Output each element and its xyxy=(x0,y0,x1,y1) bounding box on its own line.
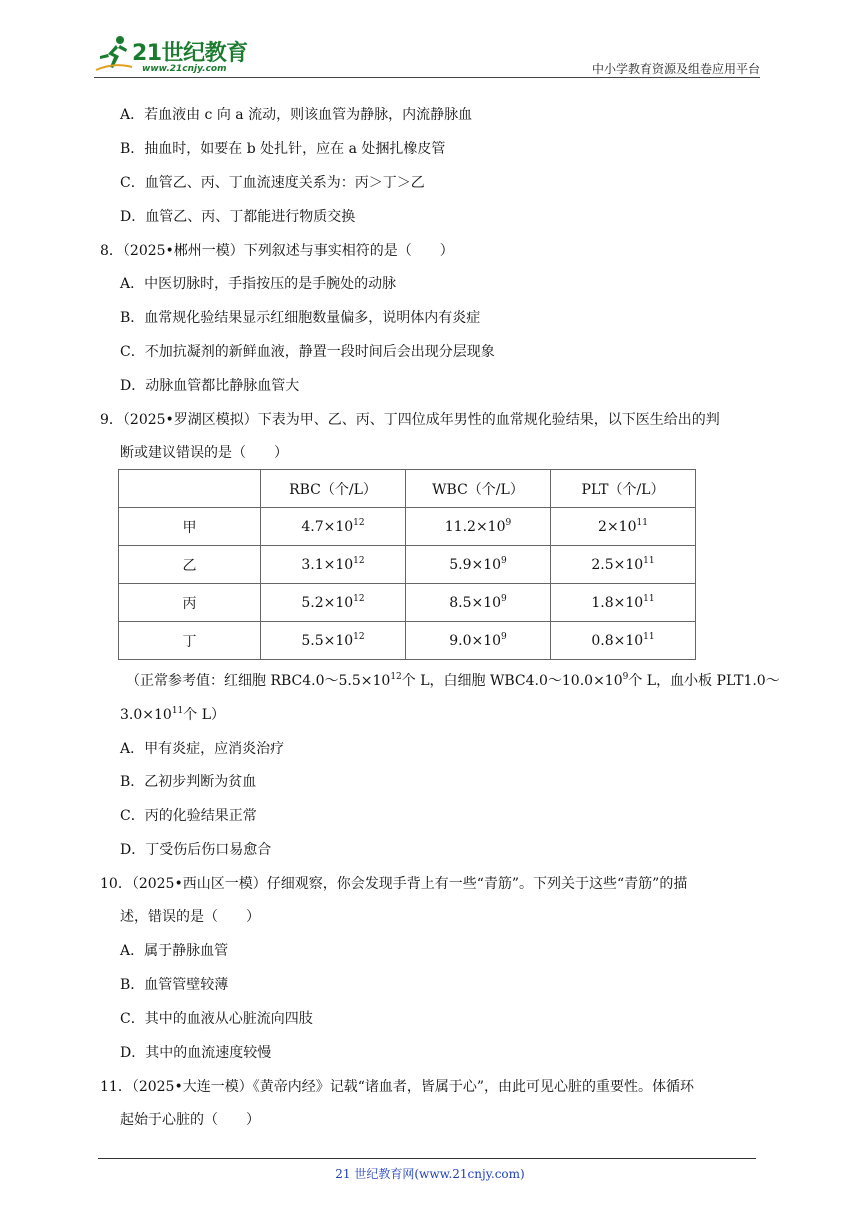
q9-option-c: C．丙的化验结果正常 xyxy=(120,808,257,824)
table-row xyxy=(119,546,696,584)
table-header-cell: PLT（个/L） xyxy=(551,470,696,508)
q10-stem-line1: 10．（2025•西山区一模）仔细观察，你会发现手背上有一些“青筋”。下列关于这些“青筋”的描 xyxy=(100,876,688,892)
q7-option-d: D．血管乙、丙、丁都能进行物质交换 xyxy=(120,209,356,225)
table-header-row xyxy=(119,470,696,508)
plt-cell: $0.8\times 10^{11}$ xyxy=(551,622,696,660)
q9-stem-line1: 9．（2025•罗湖区模拟）下表为甲、乙、丙、丁四位成年男性的血常规化验结果，以下医生给出的判 xyxy=(100,412,720,428)
q8-stem: 8．（2025•郴州一模）下列叙述与事实相符的是（ ） xyxy=(100,243,454,259)
q9-stem-line2: 断或建议错误的是（ ） xyxy=(120,445,288,461)
wbc-cell: $9.0\times 10^9$ xyxy=(406,622,551,660)
site-logo[interactable] xyxy=(94,34,264,76)
q11-stem-line2: 起始于心脏的（ ） xyxy=(120,1112,260,1128)
table-row xyxy=(119,622,696,660)
rbc-cell: $4.7\times 10^{12}$ xyxy=(261,508,406,546)
q9-reference-line1: （正常参考值：红细胞 $RBC4.0\sim 5.5\times 10^{12}$个 L，白细胞 $WBC4.0\sim 10.0\times 10^9$个 L，血小板 PLT1.0～ xyxy=(126,672,780,689)
table-row xyxy=(119,508,696,546)
q10-option-a: A．属于静脉血管 xyxy=(120,943,229,959)
q7-option-a: A．若血液由 c 向 a 流动，则该血管为静脉，内流静脉血 xyxy=(120,107,473,123)
logo-brand-text: 21世纪教育 xyxy=(132,41,248,66)
q9-option-d: D．丁受伤后伤口易愈合 xyxy=(120,842,272,858)
q8-option-d: D．动脉血管都比静脉血管大 xyxy=(120,378,300,394)
plt-cell: $2.5\times 10^{11}$ xyxy=(551,546,696,584)
page-header xyxy=(94,30,760,78)
runner-logo-icon xyxy=(94,34,134,74)
wbc-cell: $11.2\times 10^9$ xyxy=(406,508,551,546)
q8-option-b: B．血常规化验结果显示红细胞数量偏多，说明体内有炎症 xyxy=(120,310,481,326)
q8-option-c: C．不加抗凝剂的新鲜血液，静置一段时间后会出现分层现象 xyxy=(120,344,495,360)
row-name-cell: 乙 xyxy=(119,546,261,584)
rbc-cell: $3.1\times 10^{12}$ xyxy=(261,546,406,584)
platform-title: 中小学教育资源及组卷应用平台 xyxy=(591,62,760,76)
table-header-cell xyxy=(119,470,261,508)
table-row xyxy=(119,584,696,622)
header-divider xyxy=(94,77,760,78)
q9-option-b: B．乙初步判断为贫血 xyxy=(120,774,257,790)
row-name-cell: 丙 xyxy=(119,584,261,622)
wbc-cell: $8.5\times 10^9$ xyxy=(406,584,551,622)
q10-option-b: B．血管管壁较薄 xyxy=(120,977,229,993)
row-name-cell: 甲 xyxy=(119,508,261,546)
q11-stem-line1: 11．（2025•大连一模）《黄帝内经》记载“诸血者，皆属于心”，由此可见心脏的重要性。体循环 xyxy=(100,1079,695,1095)
footer-link[interactable]: 21 世纪教育网(www.21cnjy.com) xyxy=(335,1167,525,1181)
q8-option-a: A．中医切脉时，手指按压的是手腕处的动脉 xyxy=(120,276,397,292)
row-name-cell: 丁 xyxy=(119,622,261,660)
table-header-cell: RBC（个/L） xyxy=(261,470,406,508)
q7-option-b: B．抽血时，如要在 b 处扎针，应在 a 处捆扎橡皮管 xyxy=(120,141,446,157)
q10-option-d: D．其中的血流速度较慢 xyxy=(120,1045,272,1061)
table-header-cell: WBC（个/L） xyxy=(406,470,551,508)
rbc-cell: $5.2\times 10^{12}$ xyxy=(261,584,406,622)
plt-cell: $1.8\times 10^{11}$ xyxy=(551,584,696,622)
footer-divider xyxy=(98,1158,756,1159)
rbc-cell: $5.5\times 10^{12}$ xyxy=(261,622,406,660)
plt-cell: $2\times 10^{11}$ xyxy=(551,508,696,546)
q9-reference-line2: $3.0\times 10^{11}$个 L） xyxy=(120,706,226,723)
q9-option-a: A．甲有炎症，应消炎治疗 xyxy=(120,741,285,757)
wbc-cell: $5.9\times 10^9$ xyxy=(406,546,551,584)
logo-url-text: www.21cnjy.com xyxy=(142,64,227,74)
blood-test-table xyxy=(118,469,696,660)
q10-option-c: C．其中的血液从心脏流向四肢 xyxy=(120,1011,313,1027)
q10-stem-line2: 述，错误的是（ ） xyxy=(120,909,260,925)
q7-option-c: C．血管乙、丙、丁血流速度关系为：丙＞丁＞乙 xyxy=(120,175,425,191)
